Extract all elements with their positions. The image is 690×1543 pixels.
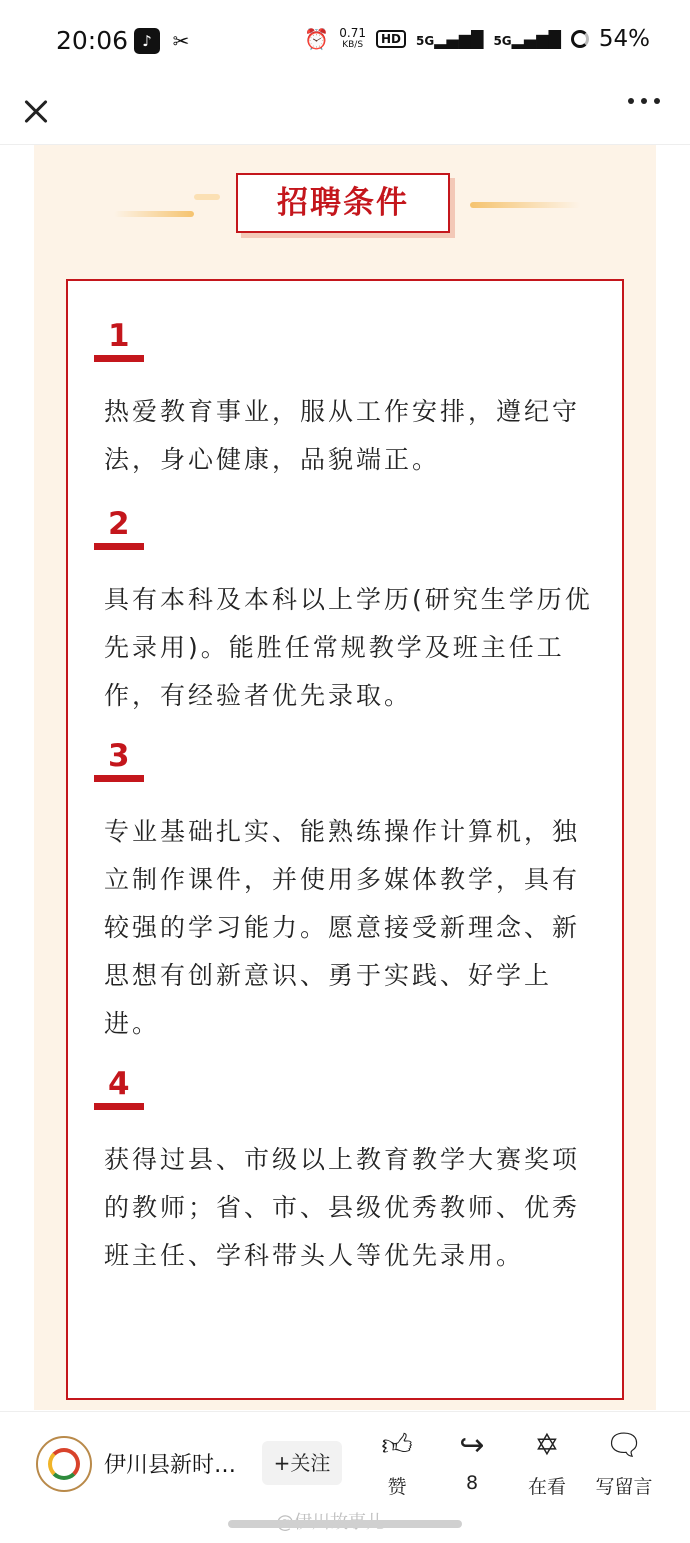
requirements-card	[66, 279, 624, 1400]
status-indicators	[304, 26, 650, 52]
requirement-text: 获得过县、市级以上教育教学大赛奖项的教师；省、市、县级优秀教师、优秀班主任、学科带头人等优先录用。	[104, 1145, 581, 1270]
top-nav	[0, 80, 690, 145]
share-count: 8	[465, 1472, 479, 1494]
tiktok-icon: ♪	[134, 28, 160, 54]
like-button[interactable]	[357, 1424, 437, 1499]
signal-2-label: 5G	[493, 33, 512, 48]
home-indicator[interactable]	[228, 1520, 462, 1528]
net-speed-unit: KB/S	[342, 40, 364, 50]
bottom-action-bar	[0, 1411, 690, 1543]
requirement-item	[94, 319, 598, 484]
number-underline	[94, 775, 144, 782]
requirement-item	[94, 739, 598, 1048]
requirement-number: 1	[108, 318, 130, 354]
requirement-number: 3	[108, 738, 130, 774]
number-underline	[94, 355, 144, 362]
account-name[interactable]: 伊川县新时…	[104, 1453, 237, 1478]
status-time: 20:06	[56, 26, 129, 55]
number-underline	[94, 1103, 144, 1110]
net-speed-value: 0.71	[339, 26, 367, 40]
star-icon: ✡	[534, 1428, 560, 1463]
follow-button[interactable]: +关注	[262, 1441, 342, 1485]
comment-add-icon: 🗨	[604, 1428, 644, 1463]
article-panel	[34, 145, 656, 1410]
net-speed	[339, 27, 366, 51]
school-logo-icon	[48, 1448, 80, 1480]
hd-badge: HD	[376, 30, 406, 48]
status-bar	[0, 0, 690, 80]
decorative-line	[470, 202, 580, 208]
section-title-box	[236, 173, 450, 233]
decorative-line	[194, 194, 220, 200]
watching-label: 在看	[527, 1476, 566, 1498]
share-button[interactable]	[432, 1424, 512, 1494]
number-underline	[94, 543, 144, 550]
requirement-text: 专业基础扎实、能熟练操作计算机，独立制作课件，并使用多媒体教学，具有较强的学习能力。愿意接受新理念、新思想有创新意识、勇于实践、好学上进。	[104, 817, 581, 1038]
requirement-text: 具有本科及本科以上学历(研究生学历优先录用)。能胜任常规教学及班主任工作，有经验者优先录取。	[104, 585, 593, 710]
signal-bars-icon: ▂▄▆█	[434, 29, 484, 49]
signal-2	[493, 30, 560, 49]
more-icon[interactable]	[628, 98, 660, 104]
comment-button[interactable]	[584, 1424, 664, 1499]
requirement-number: 2	[108, 506, 130, 542]
battery-level: 54%	[598, 26, 650, 52]
section-title: 招聘条件	[277, 185, 409, 221]
watching-button[interactable]	[507, 1424, 587, 1499]
close-icon[interactable]	[20, 88, 50, 134]
requirement-text: 热爱教育事业，服从工作安排，遵纪守法，身心健康，品貌端正。	[104, 397, 581, 474]
like-label: 赞	[387, 1476, 407, 1498]
signal-bars-icon: ▂▄▆█	[511, 29, 561, 49]
account-avatar[interactable]	[36, 1436, 92, 1492]
battery-icon	[571, 30, 589, 48]
alarm-icon: ⏰	[304, 27, 330, 51]
requirement-item	[94, 507, 598, 720]
comment-label: 写留言	[595, 1476, 653, 1498]
requirement-number: 4	[108, 1066, 130, 1102]
requirement-item	[94, 1067, 598, 1280]
signal-1-label: 5G	[416, 33, 435, 48]
thumbs-up-icon: 👍︎	[381, 1428, 413, 1463]
share-arrow-icon: ↪	[459, 1428, 485, 1463]
capcut-icon: ✂	[168, 28, 194, 54]
decorative-line	[114, 211, 194, 217]
signal-1	[416, 30, 483, 49]
